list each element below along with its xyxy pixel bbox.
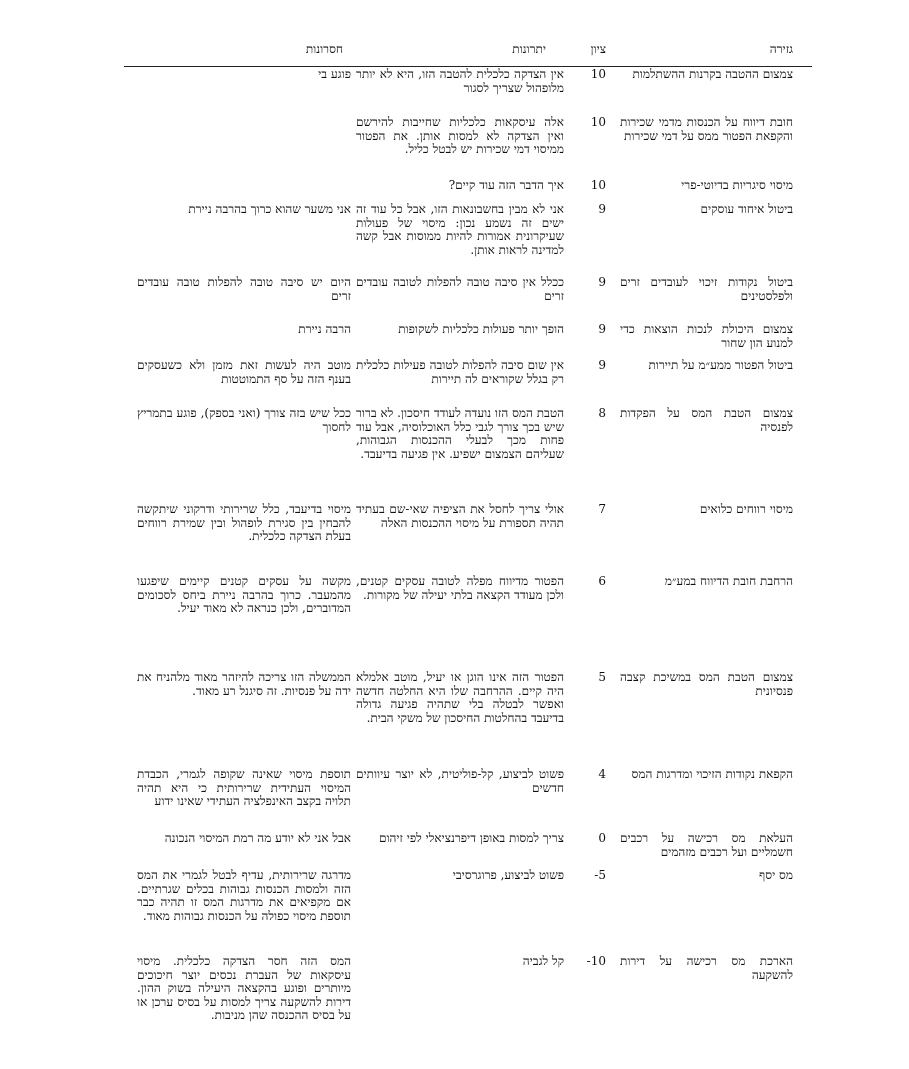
score-cell: 9 — [598, 322, 606, 336]
score-cell: 8 — [598, 406, 606, 420]
header-gzira: גזירה — [769, 42, 793, 56]
score-cell: 10 — [590, 67, 606, 81]
pros-cell: פשוט לביצוע, קל-פוליטית, לא יוצר עיוותים חדשים — [356, 767, 564, 795]
gzira-cell: העלאת מס רכישה על רכבים חשמליים ועל רכבים מזהמים — [620, 831, 793, 859]
gzira-cell: הרחבת חובת הדיווח במע״מ — [664, 574, 793, 588]
cons-cell: המס הזה חסר הצדקה כלכלית. מיסוי עיסקאות של העברת נכסים יוצר חיכוכים מיותרים ופוגע בהקצאה היעילה בשוק ההון. דירות להשקעה צריך למסות על בסיס ערכן או על בסיס ההכנסה שהן מניבות. — [137, 954, 351, 1023]
pros-cell: איך הדבר הזה עוד קיים? — [448, 178, 564, 192]
gzira-cell: מיסוי סיגריות בדיוטי-פרי — [681, 178, 793, 192]
cons-cell: אבל אני לא יודע מה רמת המיסוי הנכונה — [164, 831, 351, 845]
pros-cell: אין שום סיבה להפלות לטובה פעילות כלכלית רק בגלל שקוראים לה תיירות — [356, 358, 564, 386]
pros-cell: הפטור הזה אינו הוגן או יעיל, מוטב אלמלא היה קיים. ההרחבה שלו היא החלטה חדשה ואפשר לבטלה בלי שתהיה פגיעה גדולה בדיעבד בהחלטות החיסכון של משקי הבית. — [356, 670, 564, 725]
pros-cell: הטבת המס הזו נועדה לעודד חיסכון. לא ברור שיש בכך צורך לגבי כלל האוכלוסיה, אבל עוד פחות מכך לבעלי ההכנסות הגבוהות, שעליהם הצמצום ישפיע. אין פגיעה בדיעבד. — [356, 406, 564, 461]
score-cell: 4 — [598, 767, 606, 781]
pros-cell: הופך יותר פעולות כלכליות לשקופות — [398, 322, 564, 336]
cons-cell: פוגע בי — [318, 67, 351, 81]
header-tziyun: ציון — [590, 42, 606, 56]
gzira-cell: חובת דיווח על הכנסות מדמי שכירות והקפאת הפטור ממס על דמי שכירות — [620, 115, 793, 143]
cons-cell: מוטב היה לעשות זאת מזמן ולא כשעסקים בענף הזה על סף התמוטטות — [137, 358, 351, 386]
gzira-cell: מיסוי רווחים כלואים — [699, 502, 793, 516]
pros-cell: אני לא מבין בחשבונאות הזו, אבל כל עוד זה ישים זה נשמע נכון: מיסוי של פעולות שעיקרונית אמורות להיות ממוסות אבל קשה למדינה לראות אותן. — [356, 202, 564, 257]
gzira-cell: צמצום הטבת המס במשיכת קצבה פנסיונית — [620, 670, 793, 698]
cons-cell: הרבה ניירת — [298, 322, 351, 336]
gzira-cell: הארכת מס רכישה על דירות להשקעה — [620, 954, 793, 982]
gzira-cell: צמצום הטבת המס על הפקדות לפנסיה — [620, 406, 793, 434]
score-cell: 9 — [598, 275, 606, 289]
gzira-cell: הקפאת נקודות הזיכוי ומדרגות המס — [631, 767, 793, 781]
score-cell: 0 — [598, 831, 606, 845]
cons-cell: הממשלה הזו צריכה להיזהר מאוד מלהניח את ידה על פנסיות. זה סיגנל רע מאוד. — [137, 670, 351, 698]
pros-cell: ככלל אין סיבה טובה להפלות לטובה עובדים זרים — [356, 275, 564, 303]
score-cell: 7 — [598, 502, 606, 516]
score-cell: 10 — [590, 115, 606, 129]
pros-cell: אולי צריך לחסל את הציפיה שאי-שם בעתיד תהיה תספורת על מיסוי ההכנסות האלה — [356, 502, 564, 530]
gzira-cell: מס יסף — [759, 868, 793, 882]
header-chesronot: חסרונות — [305, 42, 343, 56]
pros-cell: קל לגביה — [522, 954, 564, 968]
header-yitronot: יתרונות — [512, 42, 546, 56]
cons-cell: ככל שיש בזה צורך (ואני בספק), פוגע בתמריץ לחסוך — [137, 406, 351, 434]
score-cell: -5 — [594, 868, 606, 882]
gzira-cell: ביטול נקודות זיכוי לעובדים זרים ולפלסטינים — [620, 275, 793, 303]
score-cell: 6 — [598, 574, 606, 588]
cons-cell: אני משער שהוא כרוך בהרבה ניירת — [188, 202, 351, 216]
score-cell: 10 — [590, 178, 606, 192]
cons-cell: מיסוי בדיעבד, כלל שרירותי ודרקוני שיתקשה להבחין בין סגירת לופהול ובין שמירת רווחים בעלת הצדקה כלכלית. — [137, 502, 351, 544]
pros-cell: אלה עיסקאות כלכליות שחייבות להירשם ואין הצדקה לא למסות אותן. את הפטור ממיסוי דמי שכירות יש לבטל כליל. — [356, 115, 564, 157]
pros-cell: הפטור מדיווח מפלה לטובה עסקים קטנים, ולכן מעודד הקצאה בלתי יעילה של מקורות. — [356, 574, 564, 602]
score-cell: 9 — [598, 202, 606, 216]
cons-cell: היום יש סיבה טובה להפלות טובה עובדים זרים — [137, 275, 351, 303]
cons-cell: מקשה על עסקים קטנים קיימים שיפגעו מהמעבר. כרוך בהרבה ניירת ביחס לסכומים המדוברים, ולכן כנראה לא מאוד יעיל. — [137, 574, 351, 616]
pros-cell: אין הצדקה כלכלית להטבה הזו, היא לא יותר מלופהול שצריך לסגור — [356, 67, 564, 95]
gzira-cell: צמצום היכולת לנכות הוצאות כדי למנוע הון שחור — [620, 322, 793, 350]
score-cell: 5 — [598, 670, 606, 684]
gzira-cell: צמצום ההטבה בקרנות ההשתלמות — [632, 67, 793, 81]
score-cell: 9 — [598, 358, 606, 372]
score-cell: -10 — [586, 954, 606, 968]
cons-cell: תוספת מיסוי שאינה שקופה לגמרי, הכבדת המיסוי העתידית שרירותית כי היא תהיה תלויה בקצב האינפלציה העתידי שאינו ידוע — [137, 767, 351, 809]
gzira-cell: ביטול איחוד עוסקים — [700, 202, 793, 216]
cons-cell: מדרגה שרירותית, עדיף לבטל לגמרי את המס הזה ולמסות הכנסות גבוהות בכלים שגרתיים. אם מקפיאים את מדרגות המס זו תהיה כבר תוספת מיסוי כפולה על הכנסות גבוהות מאוד. — [137, 868, 351, 923]
gzira-cell: ביטול הפטור ממע״מ על תיירות — [648, 358, 793, 372]
pros-cell: פשוט לביצוע, פרוגרסיבי — [452, 868, 564, 882]
pros-cell: צריך למסות באופן דיפרנציאלי לפי זיהום — [378, 831, 564, 845]
